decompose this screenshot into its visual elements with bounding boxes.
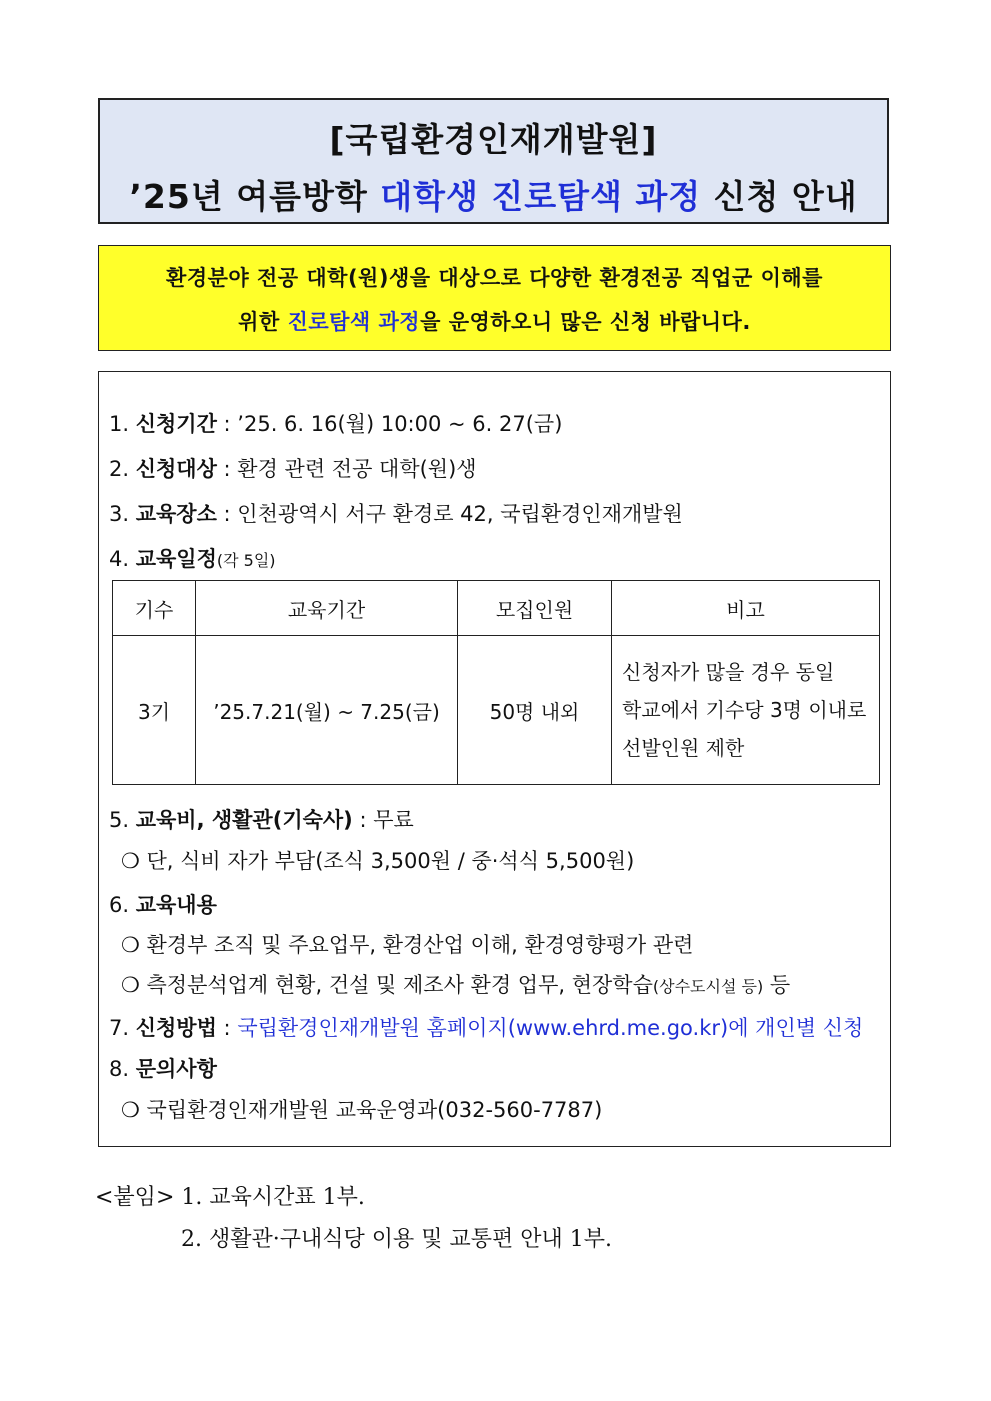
item-label: 교육내용 [135,893,217,917]
table-header-row [113,581,880,636]
item-number: 7. [109,1016,136,1040]
item-application-period [109,408,562,438]
item-label: 교육일정 [135,547,217,571]
item-number: 5. [109,808,136,832]
item-label: 문의사항 [135,1057,217,1081]
header-note: 비고 [612,581,880,636]
item-number: 3. [109,502,136,526]
attachment-line2: 2. 생활관·구내식당 이용 및 교통편 안내 1부. [181,1227,612,1252]
item-number: 8. [109,1057,136,1081]
item-label: 교육비, 생활관(기숙사) [135,808,353,832]
item-value: : ’25. 6. 16(월) 10:00 ~ 6. 27(금) [216,412,563,436]
attachment-item: 1. 교육시간표 1부. [181,1185,365,1210]
attachment-line1 [95,1180,365,1211]
item-eligibility [109,453,477,483]
title-box [98,98,889,224]
cell-period: ’25.7.21(월) ~ 7.25(금) [196,636,458,785]
notice-highlight: 진로탐색 과정 [287,310,421,334]
item-content-sub2 [121,969,790,999]
item-label: 신청방법 [135,1016,217,1040]
item-inquiry-sub: ❍ 국립환경인재개발원 교육운영과(032-560-7787) [121,1098,603,1122]
item-colon: : [216,1016,238,1040]
title-line2 [100,171,887,218]
notice-box [98,245,891,351]
item-fees [109,804,414,834]
item-number: 1. [109,412,136,436]
item-location [109,498,683,528]
header-cohort: 기수 [113,581,196,636]
item-label: 신청대상 [135,457,217,481]
notice-prefix: 위한 [238,310,288,334]
title-line1: [국립환경인재개발원] [329,120,658,159]
attachment-label: <붙임> [95,1185,175,1210]
item-label: 신청기간 [135,412,217,436]
cell-capacity: 50명 내외 [458,636,612,785]
item-fees-sub: ❍ 단, 식비 자가 부담(조식 3,500원 / 중·석식 5,500원) [121,849,635,873]
item-number: 4. [109,547,136,571]
item-content-sub1: ❍ 환경부 조직 및 주요업무, 환경산업 이해, 환경영향평가 관련 [121,933,694,957]
cell-note [612,636,880,785]
notice-line2 [99,306,890,336]
item-value: : 환경 관련 전공 대학(원)생 [216,457,477,481]
item-value: 국립환경인재개발원 홈페이지(www.ehrd.me.go.kr)에 개인별 신청 [237,1016,864,1040]
item-value: : 무료 [352,808,414,832]
title-highlight: 대학생 진로탐색 과정 [380,177,702,216]
schedule-table [112,580,880,785]
item-inquiry [109,1053,217,1083]
item-number: 2. [109,457,136,481]
note-line: 신청자가 많을 경우 동일 [622,660,835,684]
item-schedule [109,543,276,573]
item-how-to-apply [109,1012,863,1042]
notice-suffix: 을 운영하오니 많은 신청 바랍니다. [420,310,751,334]
notice-line1: 환경분야 전공 대학(원)생을 대상으로 다양한 환경전공 직업군 이해를 [166,266,823,290]
item-number: 6. [109,893,136,917]
sub-text-end: 등 [763,973,791,997]
item-content [109,889,217,919]
item-value: (각 5일) [216,551,276,570]
sub-small-text: (상수도시설 등) [652,977,764,996]
item-value: : 인천광역시 서구 환경로 42, 국립환경인재개발원 [216,502,683,526]
header-period: 교육기간 [196,581,458,636]
main-content-box [98,371,891,1147]
title-suffix: 신청 안내 [701,177,858,216]
header-capacity: 모집인원 [458,581,612,636]
note-line: 선발인원 제한 [622,736,745,760]
note-line: 학교에서 기수당 3명 이내로 [622,698,867,722]
title-prefix: ’25년 여름방학 [129,177,381,216]
sub-text: ❍ 측정분석업계 현황, 건설 및 제조사 환경 업무, 현장학습 [121,973,653,997]
cell-cohort: 3기 [113,636,196,785]
table-row [113,636,880,785]
item-label: 교육장소 [135,502,217,526]
